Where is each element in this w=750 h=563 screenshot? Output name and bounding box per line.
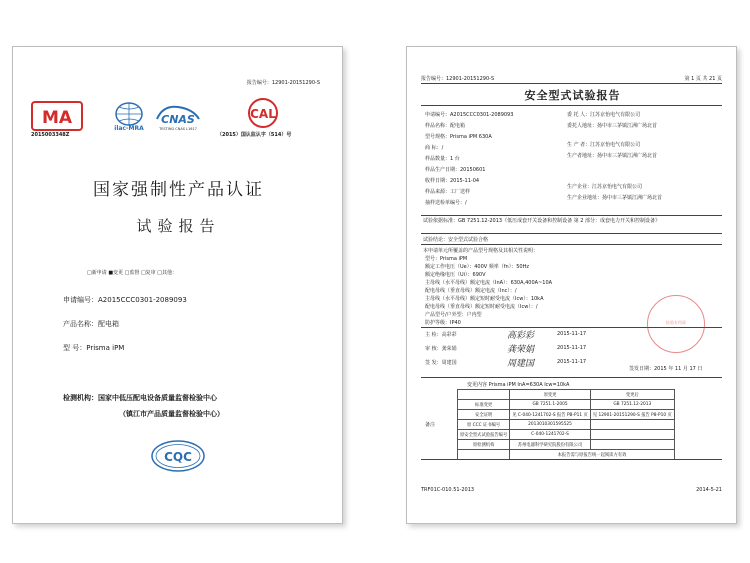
cal-icon <box>243 97 283 129</box>
cal-logo: CAL （2015）国认监认字（514）号 <box>229 97 309 141</box>
applicant-info-row: 委托人地址：扬中市三茅镇江洲广场北首 <box>567 123 658 129</box>
parameter-row: 配电母线（垂直母线）额定短时耐受电流（Icw）：/ <box>425 304 538 310</box>
sample-info-row: 样品来源：工厂送样 <box>425 189 471 195</box>
form-date: 2014-5-21 <box>696 487 722 493</box>
parameter-row: 防护等级：IP40 <box>425 320 461 326</box>
table-cell: 原变更 <box>510 390 591 400</box>
sample-info-row: 收样日期：2015-11-04 <box>425 178 480 184</box>
applicant-info-row: 生产企业：江苏京怡电气有限公司 <box>567 184 643 190</box>
cqc-icon <box>150 439 206 473</box>
section-rule <box>421 377 722 378</box>
table-cell: 安全证明 <box>458 410 510 420</box>
table-row <box>458 390 675 400</box>
signature-label: 审 核：龚荣娟 <box>425 346 457 352</box>
table-cell: 2013010301595525 <box>510 420 591 430</box>
table-cell: 本报告需与原报告统一起阅读方有效 <box>510 450 674 460</box>
sample-info-row: 抽样送检单编号：/ <box>425 200 467 206</box>
table-cell: 原 CCC 证书编号 <box>458 420 510 430</box>
ilac-logo <box>109 101 149 141</box>
top-rule <box>421 83 722 84</box>
sample-info-row: 样品名称：配电箱 <box>425 123 466 129</box>
parameter-row: 主母线（水平母线）额定电流（InA）：630A,400A~10A <box>425 280 553 286</box>
applicant-info-row: 生产企业地址：扬中市三茅镇江洲广场北首 <box>567 195 663 201</box>
section-rule <box>421 215 722 216</box>
parameter-row: 额定工作电压（Ue）：400V 频率（fn）：50Hz <box>425 264 529 270</box>
signature-date: 2015-11-17 <box>557 359 587 365</box>
changes-table <box>457 389 675 460</box>
table-row <box>458 420 675 430</box>
table-cell <box>590 430 674 440</box>
field-model: 型 号：Prisma iPM <box>63 344 125 352</box>
application-type-checkboxes: □新申请 ■变更 □监督 □复审 □其他： <box>87 270 177 276</box>
parameter-row: 额定绝缘电压（Ui）：690V <box>425 272 486 278</box>
parameter-row: 产品型号/户外型：户内型 <box>425 312 482 318</box>
svg-text:ilac-MRA: ilac-MRA <box>114 125 144 131</box>
page-indicator: 第 1 页 共 21 页 <box>684 76 722 82</box>
bottom-rule <box>421 459 722 460</box>
ilac-globe-icon <box>109 101 149 131</box>
handwritten-signature: 龚荣娟 <box>507 345 535 355</box>
table-row <box>458 450 675 460</box>
svg-text:TESTING CNAS L1617: TESTING CNAS L1617 <box>159 127 197 131</box>
handwritten-signature: 周建国 <box>507 359 535 369</box>
parameter-row: 主母线（水平母线）额定短时耐受电流（Icw）：10kA <box>425 296 544 302</box>
svg-text:CAL: CAL <box>250 107 276 121</box>
table-cell <box>590 440 674 450</box>
sample-info-row: 商 标：/ <box>425 145 444 151</box>
applicant-info-row: 委 托 人：江苏京怡电气有限公司 <box>567 112 641 118</box>
certificate-cover-page <box>12 46 343 524</box>
sample-info-row: 型号规格：Prisma iPM 630A <box>425 134 492 140</box>
table-row <box>458 410 675 420</box>
changes-header: 变更内容 Prisma iPM InA=630A Icw=10kA <box>467 382 570 388</box>
signature-date: 2015-11-17 <box>557 331 587 337</box>
section-rule <box>421 233 722 234</box>
testing-organization: 检测机构：国家中低压配电设备质量监督检验中心 <box>63 394 217 402</box>
signature-label: 主 检：高彩彩 <box>425 332 457 338</box>
report-number: 报告编号：12901-20151290-S <box>421 76 495 82</box>
cma-logo: MA 2015003348Z <box>31 101 83 141</box>
table-row <box>458 430 675 440</box>
cnas-icon <box>153 101 203 131</box>
issue-date: 签发日期：2015 年 11 月 17 日 <box>629 366 703 372</box>
table-cell: GB 7251.1-2005 <box>510 400 591 410</box>
table-cell <box>590 420 674 430</box>
table-cell: C-040-1241702-S <box>510 430 591 440</box>
table-cell: 标准变更 <box>458 400 510 410</box>
table-cell: 见 C-040-1241702-S 报告 PB-P11 页 <box>510 410 591 420</box>
applicant-info-row: 生产者地址：扬中市三茅镇江洲广场北首 <box>567 153 658 159</box>
sample-info-row: 样品数量：1 台 <box>425 156 460 162</box>
sample-info-row: 申请编号：A2015CCC0301-2089093 <box>425 112 514 118</box>
table-cell: 见 12901-20151290-S 报告 P8-P10 页 <box>590 410 674 420</box>
form-number: TRF01C-010.51-2013 <box>421 487 475 493</box>
cma-logo-icon <box>31 101 83 131</box>
table-cell: GB 7251.12-2013 <box>590 400 674 410</box>
applicant-info-row: 生 产 者：江苏京怡电气有限公司 <box>567 142 641 148</box>
svg-text:MA: MA <box>41 108 73 128</box>
report-title: 安全型式试验报告 <box>524 89 621 102</box>
table-cell <box>458 450 510 460</box>
report-number: 报告编号：12901-20151290-S <box>246 80 320 86</box>
table-cell: 原安全型式试验报告编号 <box>458 430 510 440</box>
sub-title: 试验报告 <box>136 217 221 235</box>
table-cell <box>458 390 510 400</box>
field-application-number: 申请编号：A2015CCC0301-2089093 <box>63 296 187 304</box>
params-title: 本申请单元所覆盖的产品型号规格及其相关性说明： <box>423 248 539 254</box>
inspection-stamp: 检验专用章 <box>647 295 705 353</box>
parameter-row: 型号：Prisma iPM <box>425 256 468 262</box>
field-product-name: 产品名称：配电箱 <box>63 320 119 328</box>
signature-date: 2015-11-17 <box>557 345 587 351</box>
test-standard: 试验依据标准：GB 7251.12-2013《低压成套开关设备和控制设备 第 2 部分：成套电力开关和控制设备》 <box>423 218 661 224</box>
handwritten-signature: 高彩彩 <box>507 331 535 341</box>
svg-text:CNAS: CNAS <box>161 113 195 126</box>
main-title: 国家强制性产品认证 <box>93 180 264 200</box>
safety-test-report-page <box>406 46 737 524</box>
remarks-label: 备注 <box>425 422 436 428</box>
testing-organization-alt: （镇江市产品质量监督检验中心） <box>119 410 224 418</box>
cnas-logo <box>153 101 203 141</box>
sample-info-row: 样品生产日期：20150601 <box>425 167 486 173</box>
table-cell: 原检测机构 <box>458 440 510 450</box>
title-rule <box>421 105 722 106</box>
signature-label: 签 发：周建国 <box>425 360 457 366</box>
table-row <box>458 440 675 450</box>
section-rule <box>421 244 722 245</box>
parameter-row: 配电母线（垂直母线）额定电流（Inc）：/ <box>425 288 517 294</box>
table-cell: 苏州电器科学研究院股份有限公司 <box>510 440 591 450</box>
cqc-logo <box>150 439 206 475</box>
table-cell: 变更后 <box>590 390 674 400</box>
table-row <box>458 400 675 410</box>
test-conclusion: 试验结论：安全型式试验合格 <box>423 237 489 243</box>
svg-text:CQC: CQC <box>164 450 192 464</box>
